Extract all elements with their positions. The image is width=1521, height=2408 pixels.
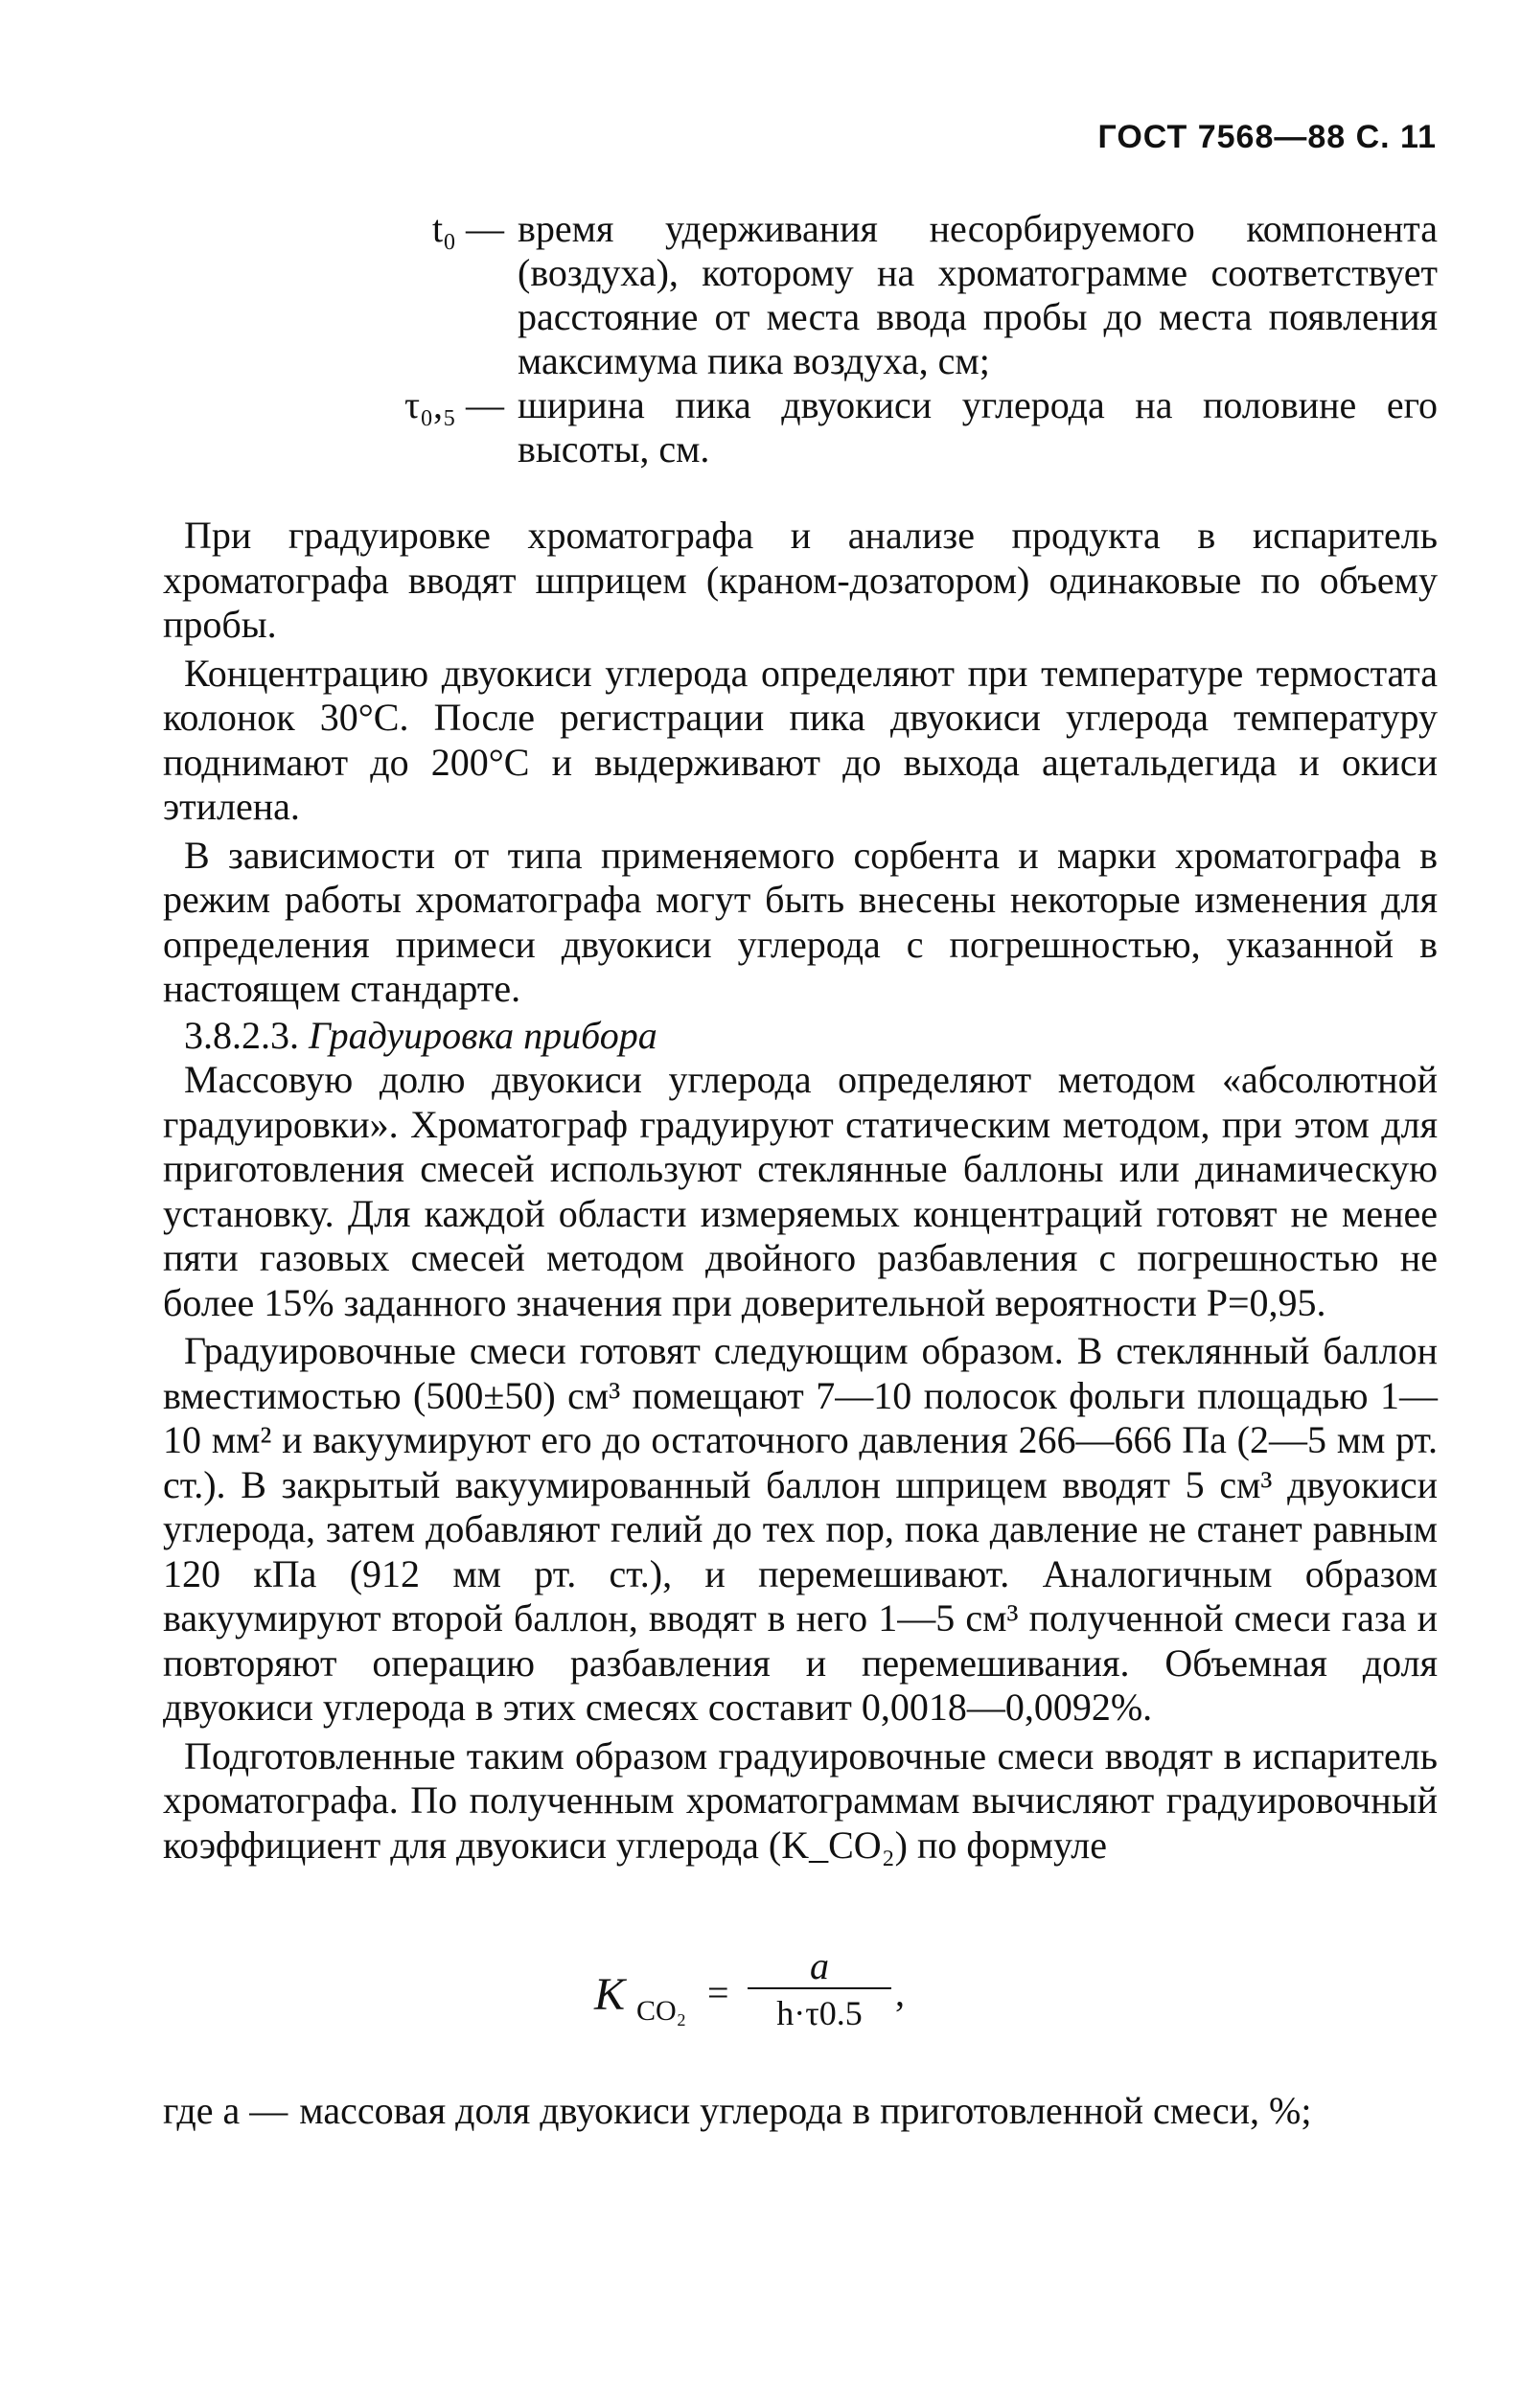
definition-term: τ₀,₅ — [404, 383, 504, 426]
paragraph: Массовую долю двуокиси углерода определяют методом «абсолютной градуировки». Хроматограф градуируют статическим методом, при этом для приготовления смесей используют стеклянные баллоны или динамическую установку. Для каждой области измеряемых концентраций готовят не менее пяти газовых смесей методом двойного разбавления с погрешностью не более 15% заданного значения при доверительной вероятности P=0,95. [163, 1058, 1438, 1324]
page-header: ГОСТ 7568—88 С. 11 [1097, 119, 1437, 155]
formula-denominator: h·τ0.5 [776, 1994, 863, 2032]
formula-numerator: a [810, 1944, 829, 1987]
section-heading [163, 1014, 1438, 1059]
where-label: где a — [163, 2089, 288, 2132]
paragraph: В зависимости от типа применяемого сорбента и марки хроматографа в режим работы хроматографа могут быть внесены некоторые изменения для определения примеси двуокиси углерода с погрешностью, указанной в настоящем стандарте. [163, 833, 1438, 1010]
paragraph: Подготовленные таким образом градуировочные смеси вводят в испаритель хроматографа. По полученным хроматограммам вычисляют градуировочный коэффициент для двуокиси углерода (K_CO₂) по формуле [163, 1733, 1438, 1867]
formula-lhs: K [594, 1969, 626, 2020]
fraction-bar [748, 1987, 891, 1989]
formula-comma: , [895, 1971, 905, 2014]
formula [594, 1945, 997, 2051]
main-text [163, 514, 1438, 1868]
definition-item [374, 383, 1438, 471]
paragraph: При градуировке хроматографа и анализе продукта в испаритель хроматографа вводят шприцем (краном-дозатором) одинаковые по объему пробы. [163, 514, 1438, 646]
definition-text: ширина пика двуокиси углерода на половине его высоты, см. [518, 383, 1438, 470]
where-clause [163, 2089, 1438, 2133]
definition-item [374, 207, 1438, 383]
where-text: массовая доля двуокиси углерода в приготовленной смеси, %; [299, 2089, 1312, 2132]
definition-text: время удерживания несорбируемого компонента (воздуха), которому на хроматограмме соответствует расстояние от места ввода пробы до места появления максимума пика воздуха, см; [518, 207, 1438, 382]
formula-lhs-subscript: CO₂ [636, 1995, 687, 2027]
formula-equals: = [707, 1971, 729, 2014]
paragraph: Градуировочные смеси готовят следующим образом. В стеклянный баллон вместимостью (500±50) см³ помещают 7—10 полосок фольги площадью 1—10 мм² и вакуумируют его до остаточного давления 266—666 Па (2—5 мм рт. ст.). В закрытый вакуумированный баллон шприцем вводят 5 см³ двуокиси углерода, затем добавляют гелий до тех пор, пока давление не станет равным 120 кПа (912 мм рт. ст.), и перемешивают. Аналогичным образом вакуумируют второй баллон, вводят в него 1—5 см³ полученной смеси газа и повторяют операцию разбавления и перемешивания. Объемная доля двуокиси углерода в этих смесях составит 0,0018—0,0092%. [163, 1329, 1438, 1729]
section-number: 3.8.2.3. [184, 1013, 299, 1057]
section-title: Градуировка прибора [309, 1013, 657, 1057]
definition-term: t₀ — [431, 207, 504, 250]
definitions-list [374, 207, 1438, 471]
paragraph: Концентрацию двуокиси углерода определяют при температуре термостата колонок 30°С. После регистрации пика двуокиси углерода температуру поднимают до 200°С и выдерживают до выхода ацетальдегида и окиси этилена. [163, 651, 1438, 828]
